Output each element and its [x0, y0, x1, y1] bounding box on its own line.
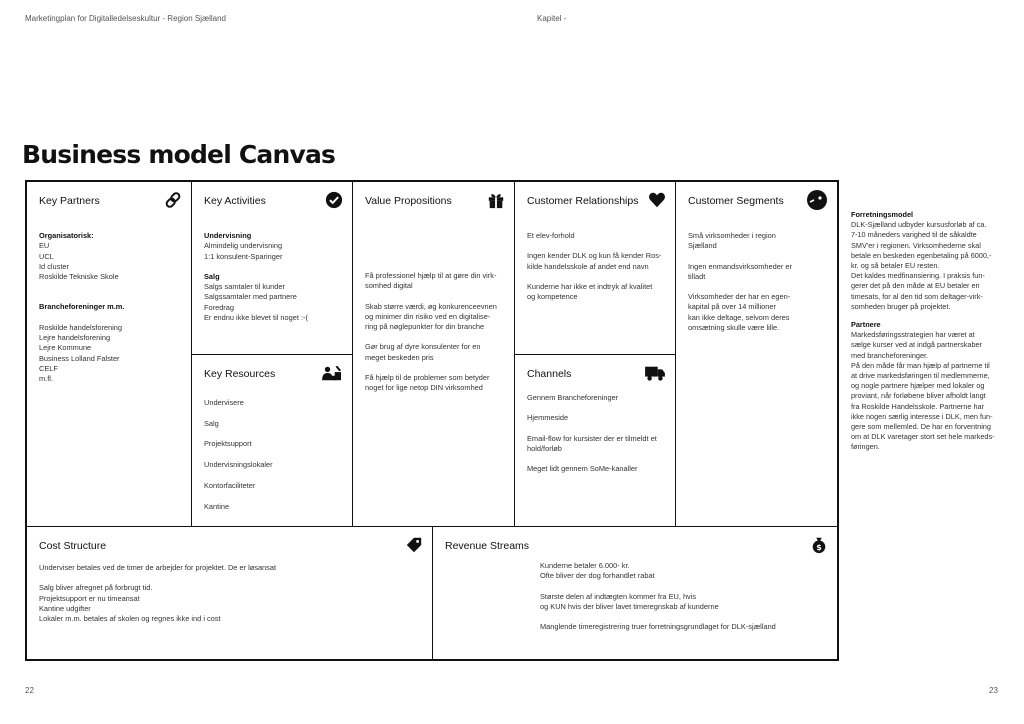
list-item: Salgssamtaler med partnere — [204, 292, 297, 302]
text-line: og minimer din risiko ved en digitalise- — [365, 311, 491, 321]
text-line: betale en beskeden egenbetaling på 6000,- — [851, 250, 992, 260]
list-item: m.fl. — [39, 374, 53, 384]
text-line: Lokaler m.m. betales af skolen og regnes ikke ind i cost — [39, 614, 221, 624]
check-circle-icon — [325, 191, 343, 209]
text-line: Virksomheder der har en egen- — [688, 292, 791, 302]
list-item: Lejre Kommune — [39, 343, 92, 353]
text-line: kr. og så betaler EU resten. — [851, 261, 940, 271]
text-line: Manglende timeregistrering truer forretningsgrundlaget for DLK-sjælland — [540, 622, 776, 632]
business-model-heading: Forretningsmodel — [851, 210, 914, 219]
list-item: UCL — [39, 251, 54, 261]
text-line: Få hjælp til de problemer som betyder — [365, 373, 490, 383]
text-line: føringen. — [851, 442, 880, 452]
value-propositions-title: Value Propositions — [365, 195, 452, 207]
customer-relationships-title: Customer Relationships — [527, 195, 639, 207]
salg-heading: Salg — [204, 271, 220, 281]
text-line: gerer det på den måde at EU betaler en — [851, 281, 980, 291]
list-item: Roskilde handelsforening — [39, 322, 122, 332]
text-line: Email-flow for kursister der er tilmeldt et — [527, 433, 657, 443]
key-partners-body — [39, 231, 124, 385]
text-line: Sjælland — [688, 241, 717, 251]
cost-structure-title: Cost Structure — [39, 540, 107, 552]
text-line: DLK-Sjælland udbyder kursusforløb af ca. — [851, 220, 987, 230]
key-partners-title: Key Partners — [39, 195, 100, 207]
channels-body — [527, 393, 657, 474]
list-item: Id cluster — [39, 261, 69, 271]
text-line: Kantine udgifter — [39, 603, 91, 613]
text-line: at drive markedsføringen til medlemmerne, — [851, 371, 990, 381]
sidebar-notes — [851, 210, 1001, 453]
list-item: Business Lolland Falster — [39, 353, 120, 363]
tag-icon — [405, 536, 423, 554]
list-item: Almindelig undervisning — [204, 241, 283, 251]
text-line: Største delen af indtægten kommer fra EU, hvis — [540, 591, 697, 601]
customer-segments-cell — [675, 182, 837, 526]
text-line: Ingen enmandsvirksomheder er — [688, 261, 792, 271]
text-line: sælge kurser ved at indgå partnerskaber — [851, 340, 983, 350]
list-item: Roskilde Tekniske Skole — [39, 272, 119, 282]
text-line: omsætning skulle være lille. — [688, 323, 780, 333]
gift-icon — [487, 191, 505, 209]
money-bag-icon — [810, 536, 828, 554]
text-line: På den måde får man hjælp af partnerne til — [851, 360, 990, 370]
text-line: ikke nogen særlig interesse i DLK, men fun- — [851, 411, 993, 421]
revenue-streams-body — [540, 561, 776, 632]
list-item: Foredrag — [204, 302, 234, 312]
document-header: Marketingplan for Digitalledelseskultur - Region Sjælland — [25, 14, 226, 23]
page-number-left: 22 — [25, 686, 34, 695]
text-line: og kompetence — [527, 292, 578, 302]
list-item: Salgs samtaler til kunder — [204, 282, 285, 292]
text-line: Det kaldes medfinansiering. I praksis fun- — [851, 271, 985, 281]
text-line: Gennem Brancheforeninger — [527, 393, 619, 402]
business-model-canvas — [25, 180, 839, 661]
list-item: 1:1 konsulent-Sparinger — [204, 251, 283, 261]
text-line: og nogle partnere hjælper med lokaler og — [851, 381, 985, 391]
customer-relationships-cell — [514, 182, 675, 354]
text-line: proviant, når forløbene bliver afholdt langt — [851, 391, 986, 401]
list-item: Kontorfaciliteter — [204, 480, 256, 490]
revenue-streams-cell — [432, 526, 837, 659]
heart-icon — [648, 191, 666, 209]
text-line: kilde handelsskole af andet end navn — [527, 261, 649, 271]
list-item: Undervisere — [204, 398, 244, 407]
value-propositions-body — [365, 271, 497, 394]
text-line: 7-10 måneders varighed til de såkaldte — [851, 230, 977, 240]
text-line: noget for lige netop DIN virksomhed — [365, 383, 483, 393]
text-line: Små virksomheder i region — [688, 231, 776, 240]
text-line: tilladt — [688, 271, 706, 281]
undervisning-heading: Undervisning — [204, 231, 252, 240]
text-line: meget beskeden pris — [365, 352, 434, 362]
text-line: kan ikke deltage, selvom deres — [688, 312, 790, 322]
link-icon — [164, 191, 182, 209]
list-item: CELF — [39, 363, 58, 373]
text-line: Hjemmeside — [527, 413, 569, 423]
text-line: og KUN hvis der bliver lavet timeregnskab af kunderne — [540, 601, 719, 611]
text-line: ring på nøglepunkter for din branche — [365, 322, 485, 332]
truck-icon — [644, 364, 666, 382]
text-line: Ofte bliver der dog forhandlet rabat — [540, 571, 655, 581]
text-line: Projektsupport er nu timeansat — [39, 593, 140, 603]
key-resources-cell — [191, 354, 352, 526]
text-line: Kunderne betaler 6.000- kr. — [540, 561, 630, 570]
text-line: om at DLK varetager stort set hele markeds- — [851, 432, 995, 442]
list-item: Lejre handelsforening — [39, 333, 111, 343]
revenue-streams-title: Revenue Streams — [445, 540, 530, 552]
key-activities-cell — [191, 182, 352, 354]
customer-relationships-body — [527, 231, 661, 302]
channels-cell — [514, 354, 675, 526]
branch-heading: Brancheforeninger m.m. — [39, 302, 125, 312]
key-activities-title: Key Activities — [204, 195, 266, 207]
text-line: SMV'er i regionen. Virksomhederne skal — [851, 240, 981, 250]
text-line: Markedsføringsstrategien har været at — [851, 330, 975, 340]
text-line: Salg bliver afregnet på forbrugt tid. — [39, 583, 153, 593]
text-line: somheden bruger på projektet. — [851, 301, 951, 311]
text-line: Få professionel hjælp til at gøre din virk- — [365, 271, 497, 280]
text-line: Kunderne har ikke et indtryk af kvalitet — [527, 281, 653, 291]
face-icon — [806, 189, 828, 211]
text-line: Meget lidt gennem SoMe-kanaller — [527, 464, 638, 474]
org-heading: Organisatorisk: — [39, 231, 94, 240]
list-item: Projektsupport — [204, 439, 252, 449]
text-line: fra Roskilde Handelsskole. Partnerne har — [851, 401, 985, 411]
key-activities-body — [204, 231, 308, 323]
svg-text:$: $ — [816, 541, 822, 552]
key-partners-cell — [27, 182, 191, 526]
text-line: kapital på over 14 millioner — [688, 302, 776, 312]
list-item: Undervisningslokaler — [204, 460, 273, 470]
text-line: med brancheforeninger. — [851, 350, 929, 360]
text-line: gere som mellemled. De har en forventning — [851, 422, 991, 432]
key-resources-body — [204, 393, 273, 517]
cost-structure-body — [39, 563, 276, 624]
key-resources-title: Key Resources — [204, 368, 276, 380]
cost-structure-cell — [27, 526, 432, 659]
value-propositions-cell — [352, 182, 514, 526]
customer-segments-body — [688, 231, 800, 333]
page-title: Business model Canvas — [22, 140, 336, 169]
text-line: Ingen kender DLK og kun få kender Ros- — [527, 251, 662, 261]
list-item: Kantine — [204, 501, 230, 511]
text-line: Et elev-forhold — [527, 231, 575, 240]
list-item: Salg — [204, 418, 219, 428]
partners-heading: Partnere — [851, 320, 881, 330]
chapter-label: Kapitel - — [537, 14, 567, 23]
text-line: somhed digital — [365, 281, 413, 291]
list-item: EU — [39, 241, 50, 251]
worker-icon — [321, 364, 343, 382]
channels-title: Channels — [527, 368, 572, 380]
text-line: Skab større værdi, øg konkurenceevnen — [365, 301, 497, 311]
text-line: hold/forløb — [527, 443, 562, 453]
text-line: Underviser betales ved de timer de arbejder for projektet. De er løsansat — [39, 563, 277, 572]
text-line: timesats, for al den tid som deltager-virk- — [851, 291, 983, 301]
page-number-right: 23 — [989, 686, 998, 695]
text-line: Gør brug af dyre konsulenter for en — [365, 342, 481, 352]
list-item: Er endnu ikke blevet til noget :-( — [204, 313, 308, 323]
customer-segments-title: Customer Segments — [688, 195, 784, 207]
